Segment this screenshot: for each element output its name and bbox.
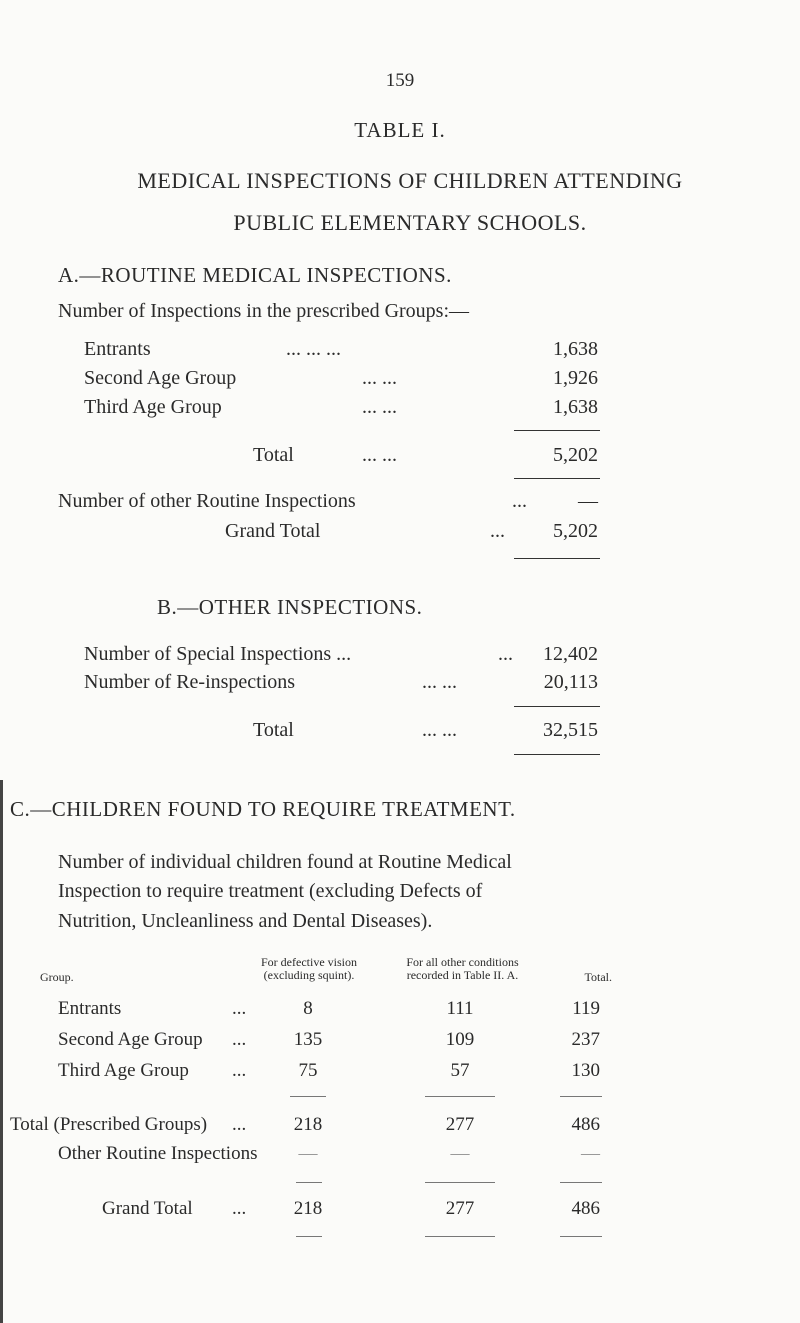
row-dots: ... ... [362,367,397,389]
row-value: 1,638 [553,338,598,360]
total-dots: ... ... [422,719,457,741]
table-cell-other: 277 [445,1114,475,1135]
table-row-dots: ... [232,1029,247,1050]
section-a-intro: Number of Inspections in the prescribed Groups:— [58,300,470,322]
section-c-intro-line2: Inspection to require treatment (excluding Defects of [58,880,483,902]
page-number: 159 [385,70,415,91]
table-cell-vision: 218 [293,1114,323,1135]
table-cell-other: — [450,1143,470,1164]
section-a-title: A.—ROUTINE MEDICAL INSPECTIONS. [58,263,452,287]
table-cell-other: 111 [446,998,474,1019]
table-row-group: Total (Prescribed Groups) [10,1114,208,1135]
divider [425,1236,495,1237]
table-cell-vision: 135 [293,1029,323,1050]
divider [560,1236,602,1237]
row-label: Second Age Group [84,367,237,389]
table-row-group: Second Age Group [58,1029,203,1050]
page-heading-line1: MEDICAL INSPECTIONS OF CHILDREN ATTENDING [137,168,683,193]
divider [514,706,600,707]
table-cell-total: 119 [572,998,600,1019]
divider [514,558,600,559]
table-cell-vision: — [298,1143,318,1164]
row-label: Number of Special Inspections ... [84,643,352,665]
table-row-dots: ... [232,1060,247,1081]
table-row-group: Third Age Group [58,1060,189,1081]
divider [560,1096,602,1097]
table-cell-total: 237 [571,1029,600,1050]
table-cell-total: 486 [571,1198,600,1219]
total-dots: ... ... [362,444,397,466]
divider [296,1182,322,1183]
row-label: Third Age Group [84,396,222,418]
table-cell-vision: 8 [303,998,313,1019]
section-c-intro-line3: Nutrition, Uncleanliness and Dental Diseases). [58,910,433,932]
col-header-other-conditions: For all other conditions recorded in Table II. A. [406,955,519,982]
grand-total-label: Grand Total [225,520,321,542]
table-row-dots: ... [232,1114,247,1135]
total-label: Total [253,444,294,466]
table-row-dots: ... [232,998,247,1019]
section-c-intro-line1: Number of individual children found at Routine Medical [58,851,512,873]
page-heading-line2: PUBLIC ELEMENTARY SCHOOLS. [233,210,587,235]
row-dots: ... ... ... [286,338,341,360]
table-cell-other: 57 [450,1060,470,1081]
row-value: 20,113 [543,671,598,693]
table-row-dots: ... [232,1198,247,1219]
divider [514,754,600,755]
divider [514,430,600,431]
table-cell-other: 277 [445,1198,475,1219]
col-header-group: Group. [40,970,74,984]
divider [425,1096,495,1097]
table-row-group: Entrants [58,998,122,1019]
row-value: 1,926 [553,367,598,389]
divider [290,1096,326,1097]
other-routine-value: — [578,490,598,512]
table-cell-vision: 75 [298,1060,318,1081]
section-b-title: B.—OTHER INSPECTIONS. [157,595,423,619]
row-label: Entrants [84,338,151,360]
table-row-group: Other Routine Inspections [58,1143,258,1164]
row-dots: ... ... [422,671,457,693]
grand-total-value: 5,202 [553,520,598,542]
row-label: Number of Re-inspections [84,671,296,693]
table-cell-vision: 218 [293,1198,323,1219]
table-title: TABLE I. [354,118,446,142]
row-dots: ... ... [362,396,397,418]
divider [296,1236,322,1237]
section-c-title: C.—CHILDREN FOUND TO REQUIRE TREATMENT. [10,797,516,821]
col-header-total: Total. [584,970,612,984]
divider [425,1182,495,1183]
table-row-group: Grand Total [102,1198,193,1219]
table-cell-other: 109 [445,1029,475,1050]
col-header-defective-vision: For defective vision (excluding squint). [261,955,357,982]
other-routine-dots: ... [512,490,527,512]
table-cell-total: — [581,1143,600,1164]
divider [560,1182,602,1183]
row-value: 1,638 [553,396,598,418]
total-value: 32,515 [543,719,598,741]
page-edge-shadow [0,780,3,1323]
row-dots: ... [498,643,513,665]
row-value: 12,402 [543,643,598,665]
other-routine-label: Number of other Routine Inspections [58,490,356,512]
total-value: 5,202 [553,444,598,466]
table-cell-total: 130 [571,1060,600,1081]
table-cell-total: 486 [571,1114,600,1135]
total-label: Total [253,719,294,741]
divider [514,478,600,479]
grand-total-dots: ... [490,520,505,542]
